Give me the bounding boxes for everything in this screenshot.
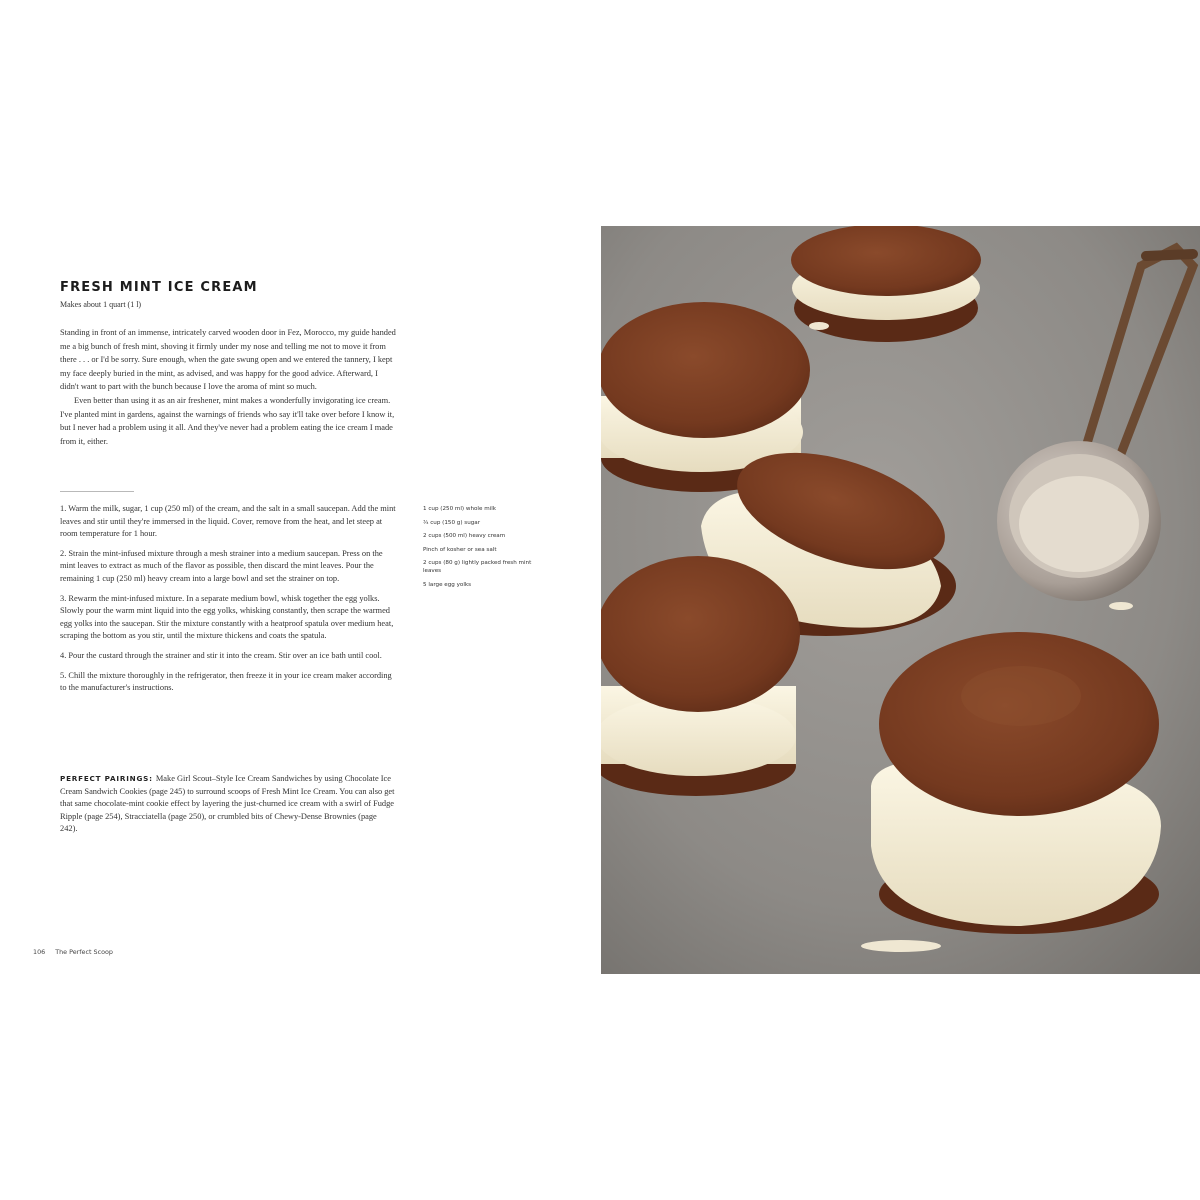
intro-paragraph: Standing in front of an immense, intricately carved wooden door in Fez, Morocco, my guide handed me a big bunch of fresh mint, shoving it firmly under my nose and telling me not to move it from there . . . or I'd be sorry. Sure enough, when the gate swung open and we entered the tannery, I kept my face deeply buried in the mint, as advised, and was happy for the good advice. Afterward, I didn't want to part with the bunch because I love the aroma of mint so much. (60, 328, 396, 392)
intro-paragraph: Even better than using it as an air freshener, mint makes a wonderfully invigorating ice cream. I've planted mint in gardens, against the warnings of friends who say it'll take over before I know it, but I never had a problem using it all. And they've never had a problem eating the ice cream I made from it, either. (60, 395, 395, 446)
variation-text: Make Girl Scout–Style Ice Cream Sandwiches by using Chocolate Ice Cream Sandwich Cookies (page 245) to surround scoops of Fresh Mint Ice Cream. You can also get that same chocolate-mint cookie effect by layering the just-churned ice cream with a swirl of Fudge Ripple (page 254), Stracciatella (page 250), or crumbled bits of Chewy-Dense Brownies (page 242). (60, 774, 395, 834)
variation-lead: PERFECT PAIRINGS: (60, 774, 153, 783)
page-number: 106 (33, 948, 46, 956)
recipe-yield: Makes about 1 quart (1 l) (60, 300, 142, 309)
ice-cream-sandwich (601, 556, 800, 796)
recipe-step: 2. Strain the mint-infused mixture through a mesh strainer into a medium saucepan. Press on the mint leaves to extract as much of the flavor as possible, then discard the mint leaves. Pour the remaining 1 cup (250 ml) heavy cream into a large bowl and set the strainer on top. (60, 548, 383, 583)
recipe-title: FRESH MINT ICE CREAM (60, 280, 258, 295)
recipe-step: 1. Warm the milk, sugar, 1 cup (250 ml) of the cream, and the salt in a small saucepan. Add the mint leaves and stir until they're immersed in the liquid. Cover, remove from the heat, and let steep at room temperature for 1 hour. (60, 504, 396, 539)
melted-drip (1109, 602, 1133, 610)
ingredient-item: 5 large egg yolks (423, 581, 472, 588)
ingredient-item: ¾ cup (150 g) sugar (423, 519, 481, 526)
melted-drip (809, 322, 829, 330)
ingredient-item: 1 cup (250 ml) whole milk (423, 506, 497, 512)
ingredient-item: Pinch of kosher or sea salt (423, 546, 497, 553)
ice-cream-sandwich (871, 632, 1161, 934)
ingredient-item: 2 cups (500 ml) heavy cream (423, 533, 506, 539)
running-title: The Perfect Scoop (55, 948, 113, 956)
recipe-step: 3. Rewarm the mint-infused mixture. In a separate medium bowl, whisk together the egg yolks. Slowly pour the warm mint liquid into the egg yolks, whisking constantly, then scrape the warmed egg yolks into the saucepan. Stir the mixture constantly with a heatproof spatula over medium heat, scraping the bottom as you stir, until the mixture thickens and coats the spatula. (60, 593, 394, 641)
recipe-step: 5. Chill the mixture thoroughly in the refrigerator, then freeze it in your ice cream maker according to the manufacturer's instructions. (60, 670, 392, 693)
melted-drip (861, 940, 941, 952)
ingredient-item: 2 cups (80 g) lightly packed fresh mint leaves (423, 560, 532, 574)
recipe-variation (60, 773, 396, 836)
ingredient-list (423, 505, 543, 594)
ice-cream-sandwich-illustration (601, 226, 1200, 974)
recipe-photo (601, 226, 1200, 974)
page-folio (33, 948, 113, 956)
recipe-intro (60, 326, 396, 448)
section-divider (60, 491, 134, 492)
recipe-step: 4. Pour the custard through the strainer and stir it into the cream. Stir over an ice bath until cool. (60, 650, 382, 660)
recipe-steps (60, 503, 396, 702)
